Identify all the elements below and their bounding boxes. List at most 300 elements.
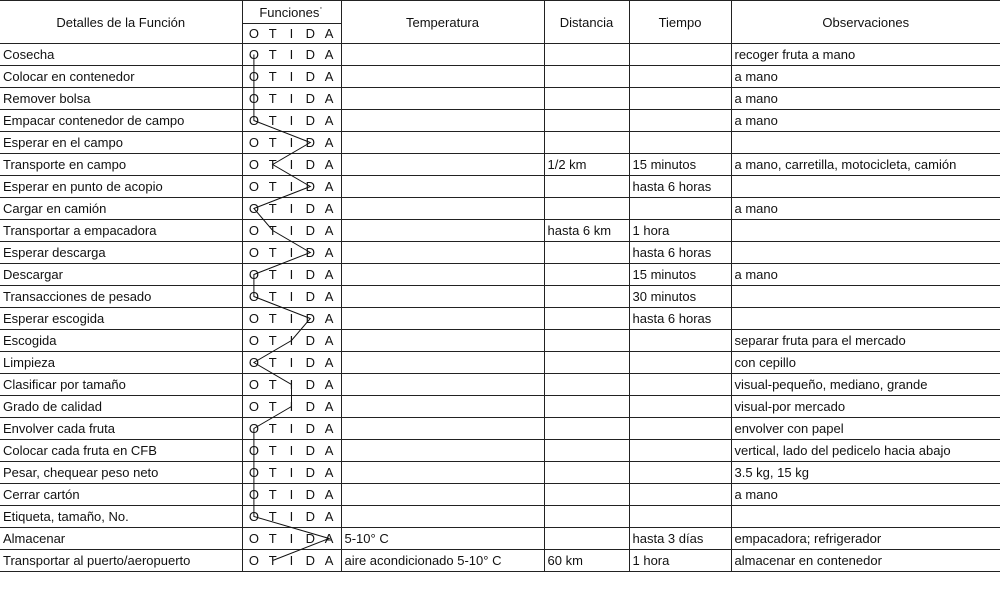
table-row	[0, 132, 1000, 154]
detalle-cell: Almacenar	[0, 528, 242, 550]
code-a: A	[324, 223, 334, 238]
code-o: O	[248, 487, 259, 502]
tiempo-cell: 1 hora	[629, 220, 731, 242]
code-o: O	[248, 47, 259, 62]
code-o: O	[248, 399, 259, 414]
code-o: O	[248, 135, 259, 150]
distancia-cell: 60 km	[544, 550, 629, 572]
code-d: D	[305, 91, 315, 106]
detalle-cell: Etiqueta, tamaño, No.	[0, 506, 242, 528]
temperatura-cell	[341, 440, 544, 462]
code-t: T	[268, 245, 277, 260]
tiempo-cell	[629, 330, 731, 352]
function-codes-cell	[242, 418, 341, 440]
detalle-cell: Cosecha	[0, 44, 242, 66]
code-a: A	[324, 553, 334, 568]
code-a: A	[324, 245, 334, 260]
code-t: T	[268, 289, 277, 304]
code-d: D	[305, 487, 315, 502]
observaciones-cell: empacadora; refrigerador	[731, 528, 1000, 550]
table-row	[0, 330, 1000, 352]
observaciones-cell: a mano, carretilla, motocicleta, camión	[731, 154, 1000, 176]
observaciones-cell: a mano	[731, 264, 1000, 286]
header-distancia: Distancia	[544, 1, 629, 44]
code-o: O	[248, 509, 259, 524]
distancia-cell	[544, 462, 629, 484]
observaciones-cell: almacenar en contenedor	[731, 550, 1000, 572]
tiempo-cell	[629, 506, 731, 528]
temperatura-cell	[341, 110, 544, 132]
table-row	[0, 88, 1000, 110]
function-codes-cell	[242, 352, 341, 374]
header-code-t: T	[268, 26, 277, 41]
tiempo-cell: hasta 6 horas	[629, 242, 731, 264]
distancia-cell: 1/2 km	[544, 154, 629, 176]
function-codes-cell	[242, 220, 341, 242]
code-o: O	[248, 223, 259, 238]
function-codes-cell	[242, 88, 341, 110]
detalle-cell: Clasificar por tamaño	[0, 374, 242, 396]
code-o: O	[248, 245, 259, 260]
code-o: O	[248, 91, 259, 106]
code-d: D	[305, 509, 315, 524]
function-codes-cell	[242, 44, 341, 66]
code-d: D	[305, 531, 315, 546]
detalle-cell: Esperar descarga	[0, 242, 242, 264]
function-codes-cell	[242, 264, 341, 286]
code-d: D	[305, 355, 315, 370]
function-codes-cell	[242, 374, 341, 396]
code-d: D	[305, 113, 315, 128]
function-codes-cell	[242, 154, 341, 176]
code-o: O	[248, 333, 259, 348]
code-d: D	[305, 289, 315, 304]
temperatura-cell	[341, 506, 544, 528]
function-codes-cell	[242, 110, 341, 132]
code-t: T	[268, 355, 277, 370]
code-i: I	[289, 245, 294, 260]
header-codes	[242, 24, 341, 44]
detalle-cell: Esperar en punto de acopio	[0, 176, 242, 198]
code-a: A	[324, 113, 334, 128]
function-codes-cell	[242, 198, 341, 220]
distancia-cell	[544, 44, 629, 66]
code-a: A	[324, 267, 334, 282]
code-d: D	[305, 223, 315, 238]
code-a: A	[324, 531, 334, 546]
code-o: O	[248, 355, 259, 370]
code-t: T	[268, 69, 277, 84]
table-row	[0, 220, 1000, 242]
code-a: A	[324, 465, 334, 480]
code-i: I	[289, 355, 294, 370]
code-d: D	[305, 157, 315, 172]
header-observaciones: Observaciones	[731, 1, 1000, 44]
observaciones-cell: separar fruta para el mercado	[731, 330, 1000, 352]
distancia-cell	[544, 440, 629, 462]
code-i: I	[289, 201, 294, 216]
tiempo-cell	[629, 484, 731, 506]
table-row	[0, 396, 1000, 418]
code-t: T	[268, 443, 277, 458]
tiempo-cell	[629, 66, 731, 88]
tiempo-cell: 30 minutos	[629, 286, 731, 308]
code-i: I	[289, 47, 294, 62]
code-i: I	[289, 69, 294, 84]
code-a: A	[324, 289, 334, 304]
table-row	[0, 264, 1000, 286]
code-i: I	[289, 289, 294, 304]
code-a: A	[324, 201, 334, 216]
distancia-cell	[544, 352, 629, 374]
table-row	[0, 374, 1000, 396]
code-t: T	[268, 421, 277, 436]
code-a: A	[324, 377, 334, 392]
table-row	[0, 528, 1000, 550]
function-codes-cell	[242, 308, 341, 330]
code-t: T	[268, 399, 277, 414]
function-codes-cell	[242, 528, 341, 550]
code-t: T	[268, 179, 277, 194]
temperatura-cell	[341, 462, 544, 484]
tiempo-cell	[629, 396, 731, 418]
temperatura-cell	[341, 330, 544, 352]
tiempo-cell: hasta 6 horas	[629, 176, 731, 198]
code-a: A	[324, 179, 334, 194]
code-o: O	[248, 267, 259, 282]
code-o: O	[248, 289, 259, 304]
code-i: I	[289, 113, 294, 128]
code-d: D	[305, 553, 315, 568]
code-d: D	[305, 399, 315, 414]
distancia-cell: hasta 6 km	[544, 220, 629, 242]
detalle-cell: Esperar en el campo	[0, 132, 242, 154]
code-i: I	[289, 465, 294, 480]
function-codes-cell	[242, 286, 341, 308]
table-row	[0, 462, 1000, 484]
distancia-cell	[544, 132, 629, 154]
distancia-cell	[544, 374, 629, 396]
temperatura-cell	[341, 198, 544, 220]
tiempo-cell: 15 minutos	[629, 264, 731, 286]
table-row	[0, 242, 1000, 264]
code-d: D	[305, 201, 315, 216]
code-a: A	[324, 487, 334, 502]
table-row	[0, 550, 1000, 572]
tiempo-cell	[629, 44, 731, 66]
code-t: T	[268, 267, 277, 282]
distancia-cell	[544, 242, 629, 264]
code-t: T	[268, 91, 277, 106]
temperatura-cell	[341, 176, 544, 198]
header-code-a: A	[324, 26, 334, 41]
code-t: T	[268, 311, 277, 326]
detalle-cell: Envolver cada fruta	[0, 418, 242, 440]
tiempo-cell: hasta 6 horas	[629, 308, 731, 330]
tiempo-cell	[629, 132, 731, 154]
code-i: I	[289, 443, 294, 458]
detalle-cell: Cerrar cartón	[0, 484, 242, 506]
detalle-cell: Transportar al puerto/aeropuerto	[0, 550, 242, 572]
code-a: A	[324, 509, 334, 524]
tiempo-cell	[629, 418, 731, 440]
code-d: D	[305, 135, 315, 150]
temperatura-cell	[341, 264, 544, 286]
distancia-cell	[544, 286, 629, 308]
code-a: A	[324, 69, 334, 84]
code-o: O	[248, 531, 259, 546]
code-i: I	[289, 135, 294, 150]
detalle-cell: Transporte en campo	[0, 154, 242, 176]
code-o: O	[248, 465, 259, 480]
header-tiempo: Tiempo	[629, 1, 731, 44]
temperatura-cell	[341, 66, 544, 88]
code-a: A	[324, 355, 334, 370]
table-row	[0, 66, 1000, 88]
tiempo-cell	[629, 352, 731, 374]
observaciones-cell: recoger fruta a mano	[731, 44, 1000, 66]
detalle-cell: Cargar en camión	[0, 198, 242, 220]
temperatura-cell	[341, 220, 544, 242]
function-codes-cell	[242, 550, 341, 572]
code-t: T	[268, 333, 277, 348]
observaciones-cell	[731, 176, 1000, 198]
code-a: A	[324, 47, 334, 62]
code-i: I	[289, 223, 294, 238]
function-codes-cell	[242, 132, 341, 154]
distancia-cell	[544, 264, 629, 286]
code-i: I	[289, 311, 294, 326]
code-a: A	[324, 311, 334, 326]
function-codes-cell	[242, 176, 341, 198]
header-temperatura: Temperatura	[341, 1, 544, 44]
table-row	[0, 198, 1000, 220]
code-t: T	[268, 47, 277, 62]
code-i: I	[289, 179, 294, 194]
code-o: O	[248, 553, 259, 568]
code-a: A	[324, 421, 334, 436]
code-t: T	[268, 201, 277, 216]
observaciones-cell	[731, 242, 1000, 264]
tiempo-cell	[629, 462, 731, 484]
observaciones-cell: 3.5 kg, 15 kg	[731, 462, 1000, 484]
code-o: O	[248, 201, 259, 216]
observaciones-cell: a mano	[731, 88, 1000, 110]
code-d: D	[305, 245, 315, 260]
temperatura-cell	[341, 418, 544, 440]
code-a: A	[324, 333, 334, 348]
header-detalle: Detalles de la Función	[0, 1, 242, 44]
code-d: D	[305, 47, 315, 62]
table-row	[0, 110, 1000, 132]
detalle-cell: Descargar	[0, 264, 242, 286]
observaciones-cell: visual-pequeño, mediano, grande	[731, 374, 1000, 396]
observaciones-cell: a mano	[731, 110, 1000, 132]
code-t: T	[268, 487, 277, 502]
code-t: T	[268, 113, 277, 128]
code-o: O	[248, 311, 259, 326]
detalle-cell: Grado de calidad	[0, 396, 242, 418]
distancia-cell	[544, 418, 629, 440]
function-codes-cell	[242, 506, 341, 528]
function-codes-cell	[242, 396, 341, 418]
table-row	[0, 154, 1000, 176]
detalle-cell: Transacciones de pesado	[0, 286, 242, 308]
code-a: A	[324, 157, 334, 172]
tiempo-cell	[629, 374, 731, 396]
table-row	[0, 506, 1000, 528]
function-codes-cell	[242, 330, 341, 352]
code-o: O	[248, 443, 259, 458]
table-row	[0, 308, 1000, 330]
detalle-cell: Limpieza	[0, 352, 242, 374]
function-codes-cell	[242, 484, 341, 506]
distancia-cell	[544, 528, 629, 550]
code-d: D	[305, 179, 315, 194]
observaciones-cell: a mano	[731, 66, 1000, 88]
table-row	[0, 418, 1000, 440]
code-o: O	[248, 69, 259, 84]
header-code-i: I	[289, 26, 294, 41]
code-i: I	[289, 421, 294, 436]
header-funciones: Funciones˙	[242, 1, 341, 24]
temperatura-cell	[341, 396, 544, 418]
code-t: T	[268, 223, 277, 238]
table-row	[0, 352, 1000, 374]
code-d: D	[305, 443, 315, 458]
code-i: I	[289, 377, 294, 392]
function-codes-cell	[242, 242, 341, 264]
table-row	[0, 286, 1000, 308]
function-codes-cell	[242, 440, 341, 462]
detalle-cell: Escogida	[0, 330, 242, 352]
temperatura-cell	[341, 132, 544, 154]
observaciones-cell: a mano	[731, 484, 1000, 506]
code-t: T	[268, 157, 277, 172]
code-d: D	[305, 69, 315, 84]
table-row	[0, 484, 1000, 506]
temperatura-cell	[341, 484, 544, 506]
observaciones-cell	[731, 220, 1000, 242]
detalle-cell: Transportar a empacadora	[0, 220, 242, 242]
temperatura-cell	[341, 352, 544, 374]
distancia-cell	[544, 198, 629, 220]
observaciones-cell	[731, 132, 1000, 154]
distancia-cell	[544, 484, 629, 506]
code-a: A	[324, 135, 334, 150]
observaciones-cell: vertical, lado del pedicelo hacia abajo	[731, 440, 1000, 462]
distancia-cell	[544, 176, 629, 198]
code-o: O	[248, 421, 259, 436]
temperatura-cell	[341, 154, 544, 176]
code-t: T	[268, 509, 277, 524]
temperatura-cell: 5-10° C	[341, 528, 544, 550]
code-d: D	[305, 311, 315, 326]
tiempo-cell	[629, 88, 731, 110]
code-o: O	[248, 157, 259, 172]
code-i: I	[289, 509, 294, 524]
detalle-cell: Pesar, chequear peso neto	[0, 462, 242, 484]
code-d: D	[305, 267, 315, 282]
code-d: D	[305, 465, 315, 480]
code-i: I	[289, 157, 294, 172]
observaciones-cell: visual-por mercado	[731, 396, 1000, 418]
temperatura-cell	[341, 308, 544, 330]
observaciones-cell: con cepillo	[731, 352, 1000, 374]
observaciones-cell	[731, 286, 1000, 308]
detalle-cell: Empacar contenedor de campo	[0, 110, 242, 132]
code-o: O	[248, 113, 259, 128]
code-t: T	[268, 553, 277, 568]
code-i: I	[289, 487, 294, 502]
distancia-cell	[544, 506, 629, 528]
tiempo-cell: 15 minutos	[629, 154, 731, 176]
function-codes-cell	[242, 462, 341, 484]
distancia-cell	[544, 88, 629, 110]
code-t: T	[268, 135, 277, 150]
distancia-cell	[544, 330, 629, 352]
code-d: D	[305, 377, 315, 392]
code-t: T	[268, 465, 277, 480]
temperatura-cell	[341, 374, 544, 396]
header-code-o: O	[248, 26, 259, 41]
code-i: I	[289, 333, 294, 348]
code-i: I	[289, 91, 294, 106]
observaciones-cell: a mano	[731, 198, 1000, 220]
tiempo-cell	[629, 440, 731, 462]
observaciones-cell: envolver con papel	[731, 418, 1000, 440]
distancia-cell	[544, 308, 629, 330]
code-i: I	[289, 553, 294, 568]
tiempo-cell	[629, 198, 731, 220]
code-t: T	[268, 531, 277, 546]
header-code-d: D	[305, 26, 315, 41]
code-i: I	[289, 267, 294, 282]
code-a: A	[324, 91, 334, 106]
code-i: I	[289, 531, 294, 546]
temperatura-cell: aire acondicionado 5-10° C	[341, 550, 544, 572]
code-d: D	[305, 421, 315, 436]
code-i: I	[289, 399, 294, 414]
detalle-cell: Colocar cada fruta en CFB	[0, 440, 242, 462]
observaciones-cell	[731, 308, 1000, 330]
code-o: O	[248, 377, 259, 392]
temperatura-cell	[341, 242, 544, 264]
tiempo-cell: hasta 3 días	[629, 528, 731, 550]
temperatura-cell	[341, 88, 544, 110]
code-t: T	[268, 377, 277, 392]
detalle-cell: Colocar en contenedor	[0, 66, 242, 88]
code-a: A	[324, 443, 334, 458]
function-codes-cell	[242, 66, 341, 88]
detalle-cell: Esperar escogida	[0, 308, 242, 330]
table-row	[0, 176, 1000, 198]
distancia-cell	[544, 66, 629, 88]
code-o: O	[248, 179, 259, 194]
tiempo-cell: 1 hora	[629, 550, 731, 572]
code-a: A	[324, 399, 334, 414]
distancia-cell	[544, 110, 629, 132]
table-row	[0, 440, 1000, 462]
tiempo-cell	[629, 110, 731, 132]
observaciones-cell	[731, 506, 1000, 528]
code-d: D	[305, 333, 315, 348]
detalle-cell: Remover bolsa	[0, 88, 242, 110]
table-row	[0, 44, 1000, 66]
distancia-cell	[544, 396, 629, 418]
temperatura-cell	[341, 44, 544, 66]
temperatura-cell	[341, 286, 544, 308]
